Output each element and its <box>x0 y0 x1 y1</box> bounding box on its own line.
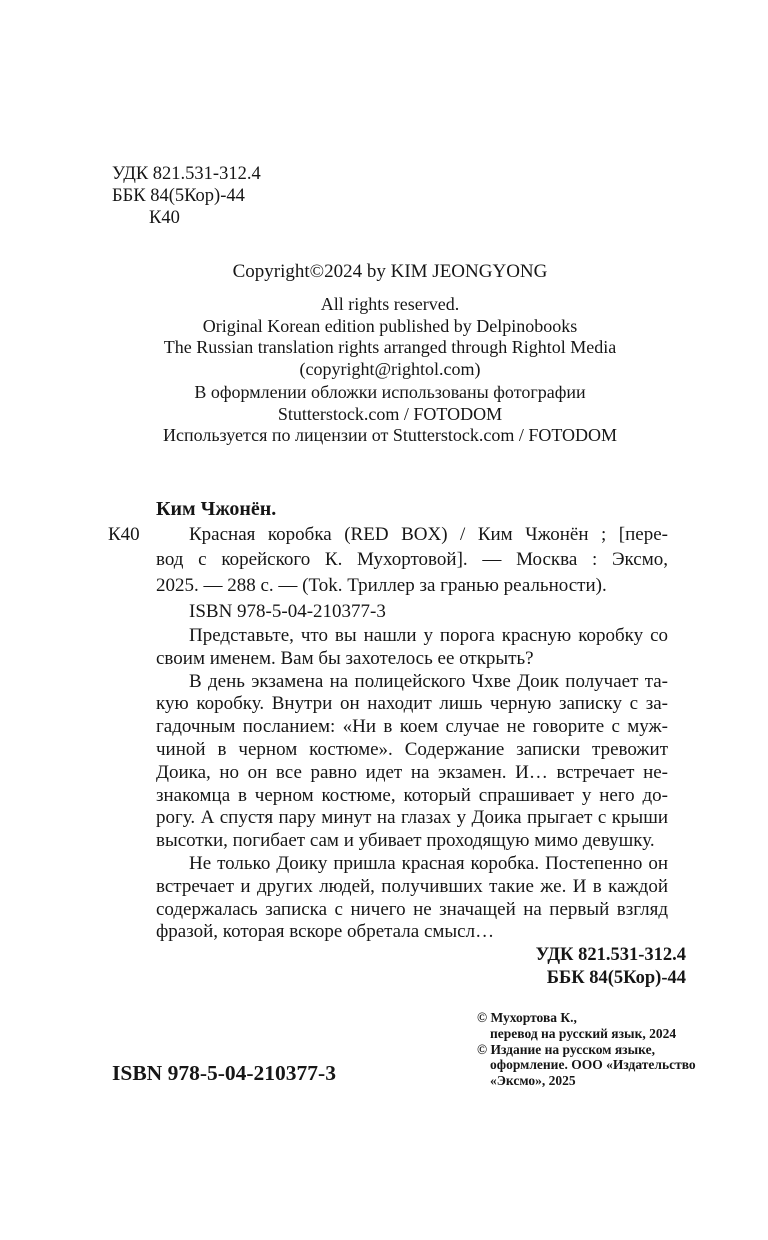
annotation-line: рогу. А спустя пару минут на глазах у Доика прыгает с крыши <box>156 807 668 829</box>
annotation-line: гадочным посланием: «Ни в коем случае не говорите с муж- <box>156 716 668 738</box>
credit-line: © Мухортова К., <box>477 1010 577 1025</box>
author-sign-top: К40 <box>149 208 180 228</box>
top-codes-block <box>112 163 261 229</box>
bibliographic-lines <box>156 522 668 598</box>
bibliographic-line: 2025. — 288 с. — (Tok. Триллер за гранью реальности). <box>156 574 607 596</box>
annotation-line: содержалась записка с ничего не значащей на первый взгляд <box>156 898 668 920</box>
bibliographic-line: вод с корейского К. Мухортовой]. — Москва : Эксмо, <box>156 549 668 571</box>
rights-line: (copyright@rightol.com) <box>299 358 481 379</box>
credit-line: © Издание на русском языке, <box>477 1041 655 1057</box>
annotation-line: В день экзамена на полицейского Чхве Доик получает та- <box>189 670 668 692</box>
annotation-line: своим именем. Вам бы захотелось ее открыть? <box>156 647 534 669</box>
annotation-line: Не только Доику пришла красная коробка. Постепенно он <box>189 852 668 874</box>
author-heading: Ким Чжонён. <box>156 498 277 520</box>
annotation-line: встречает и других людей, получивших такие же. И в каждой <box>156 875 668 897</box>
rights-line: Original Korean edition published by Delpinobooks <box>202 315 578 336</box>
photo-credit-block <box>100 382 680 447</box>
photo-credit-line: Используется по лицензии от Stutterstock.com / FOTODOM <box>162 425 618 446</box>
bibliographic-record <box>108 496 668 624</box>
bottom-codes-block <box>536 944 686 990</box>
credit-line: перевод на русский язык, 2024 <box>490 1025 677 1041</box>
annotation-line: Доика, но он все равно идет на экзамен. И… встречает не- <box>156 761 668 783</box>
annotation-line: кую коробку. Внутри он находит лишь черную записку с за- <box>156 693 668 715</box>
copyright-credits-block <box>477 1010 727 1089</box>
annotation-text <box>156 625 668 944</box>
bibliographic-line: Красная коробка (RED BOX) / Ким Чжонён ; [пере- <box>189 524 668 545</box>
isbn-bottom: ISBN 978-5-04-210377-3 <box>112 1061 336 1085</box>
credit-line: оформление. ООО «Издательство <box>490 1057 696 1073</box>
udk-top: УДК 821.531-312.4 <box>112 164 261 184</box>
bbk-top: ББК 84(5Кор)-44 <box>112 186 245 206</box>
bibliographic-entry <box>108 522 668 624</box>
photo-credit-line: Stutterstock.com / FOTODOM <box>277 403 503 424</box>
bbk-bottom: ББК 84(5Кор)-44 <box>546 968 686 988</box>
annotation-line: чиной в черном костюме». Содержание записки тревожит <box>156 738 668 760</box>
rights-line: All rights reserved. <box>320 294 460 314</box>
copyright-line: Copyright©2024 by KIM JEONGYONG <box>232 261 548 282</box>
photo-credit-line: В оформлении обложки использованы фотографии <box>194 382 586 402</box>
annotation-line: фразой, которая вскоре обретала смысл… <box>156 921 495 943</box>
isbn-record: ISBN 978-5-04-210377-3 <box>189 600 386 622</box>
rights-line: The Russian translation rights arranged through Rightol Media <box>163 337 617 358</box>
rights-block <box>100 294 680 380</box>
udk-bottom: УДК 821.531-312.4 <box>535 945 686 965</box>
annotation-line: знакомца в черном костюме, который спрашивает у него до- <box>156 784 668 806</box>
author-sign-code: К40 <box>108 524 140 545</box>
annotation-line: Представьте, что вы нашли у порога красную коробку со <box>189 625 668 646</box>
credit-line: «Эксмо», 2025 <box>490 1073 576 1089</box>
annotation-line: высотки, погибает сам и убивает проходящую мимо девушку. <box>156 830 655 852</box>
